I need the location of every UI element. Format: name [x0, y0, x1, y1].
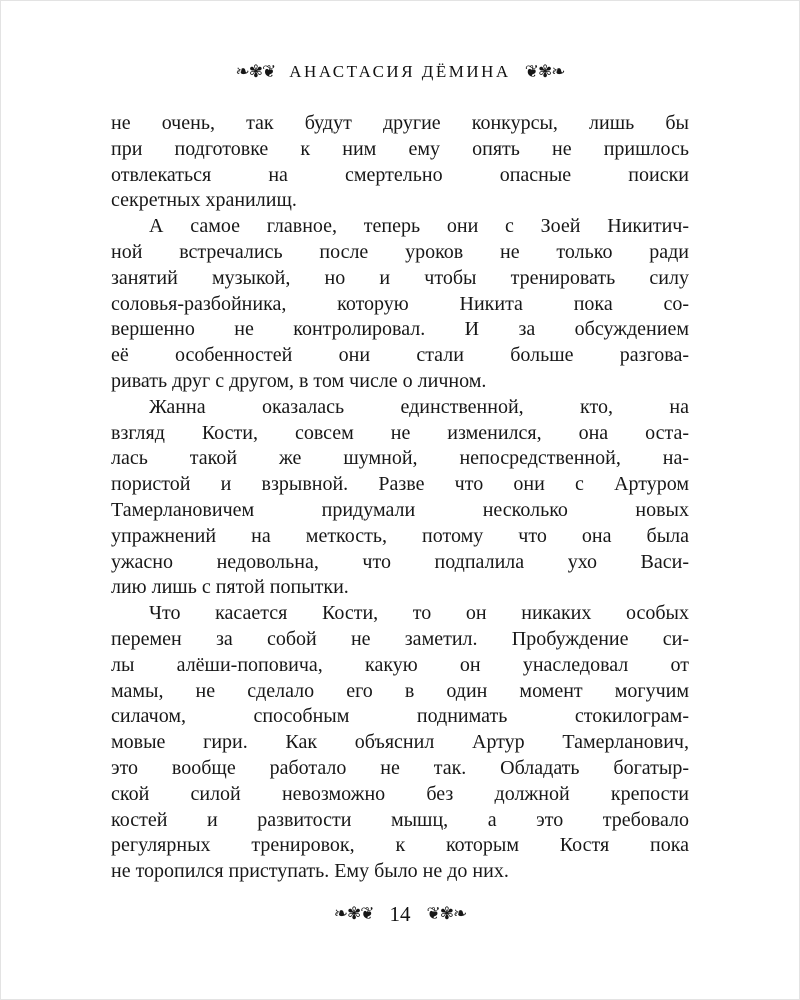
text-line: секретных хранилищ.: [111, 189, 297, 212]
text-line: ужасно недовольна, что подпалила ухо Васи-: [111, 550, 689, 573]
text-line: не очень, так будут другие конкурсы, лишь бы: [111, 112, 689, 134]
text-line: соловья-разбойника, которую Никита пока со-: [111, 292, 689, 315]
text-line: лию лишь с пятой попытки.: [111, 576, 349, 599]
text-line: Жанна оказалась единственной, кто, на: [149, 395, 689, 418]
text-line: пористой и взрывной. Разве что они с Артуром: [111, 473, 689, 496]
text-line: лы алёши-поповича, какую он унаследовал от: [111, 653, 689, 676]
text-line: силачом, способным поднимать стокилограм-: [111, 705, 689, 728]
paragraph: [111, 111, 689, 214]
paragraph: [111, 395, 689, 601]
text-line: ривать друг с другом, в том числе о личном.: [111, 369, 487, 392]
floral-ornament-footer-right-icon: ❦✾❧: [426, 904, 467, 925]
paragraph: [111, 214, 689, 395]
author-name: АНАСТАСИЯ ДЁМИНА: [289, 62, 511, 81]
page-number: 14: [389, 902, 411, 927]
text-line: вершенно не контролировал. И за обсуждением: [111, 318, 689, 341]
text-line: взгляд Кости, совсем не изменился, она оста-: [111, 421, 689, 444]
text-line: Тамерлановичем придумали несколько новых: [111, 498, 689, 521]
text-line: её особенностей они стали больше разгова-: [111, 344, 689, 367]
text-line: отвлекаться на смертельно опасные поиски: [111, 163, 689, 186]
text-line: мамы, не сделало его в один момент могучим: [111, 679, 689, 702]
text-line: перемен за собой не заметил. Пробуждение си-: [111, 627, 689, 650]
page-footer: [1, 901, 799, 929]
floral-ornament-footer-left-icon: ❧✾❦: [333, 904, 374, 925]
text-line: при подготовке к ним ему опять не пришлось: [111, 137, 689, 160]
page-header: [1, 59, 799, 85]
text-line: костей и развитости мышц, а это требовало: [111, 808, 689, 831]
text-line: занятий музыкой, но и чтобы тренировать силу: [111, 266, 689, 289]
text-line: А самое главное, теперь они с Зоей Никитич-: [149, 215, 689, 238]
text-line: мовые гири. Как объяснил Артур Тамерланович,: [111, 731, 689, 754]
floral-ornament-left-icon: ❧✾❦: [235, 61, 276, 82]
text-line: ной встречались после уроков не только ради: [111, 240, 689, 263]
text-line: лась такой же шумной, непосредственной, на-: [111, 447, 689, 470]
paragraph: [111, 601, 689, 885]
text-line: это вообще работало не так. Обладать богатыр-: [111, 756, 689, 779]
floral-ornament-right-icon: ❦✾❧: [524, 61, 565, 82]
text-line: Что касается Кости, то он никаких особых: [149, 602, 689, 625]
text-line: ской силой невозможно без должной крепости: [111, 782, 689, 805]
text-line: не торопился приступать. Ему было не до них.: [111, 860, 509, 883]
text-line: регулярных тренировок, к которым Костя пока: [111, 834, 689, 857]
text-line: упражнений на меткость, потому что она была: [111, 524, 689, 547]
page-text: [111, 111, 689, 885]
